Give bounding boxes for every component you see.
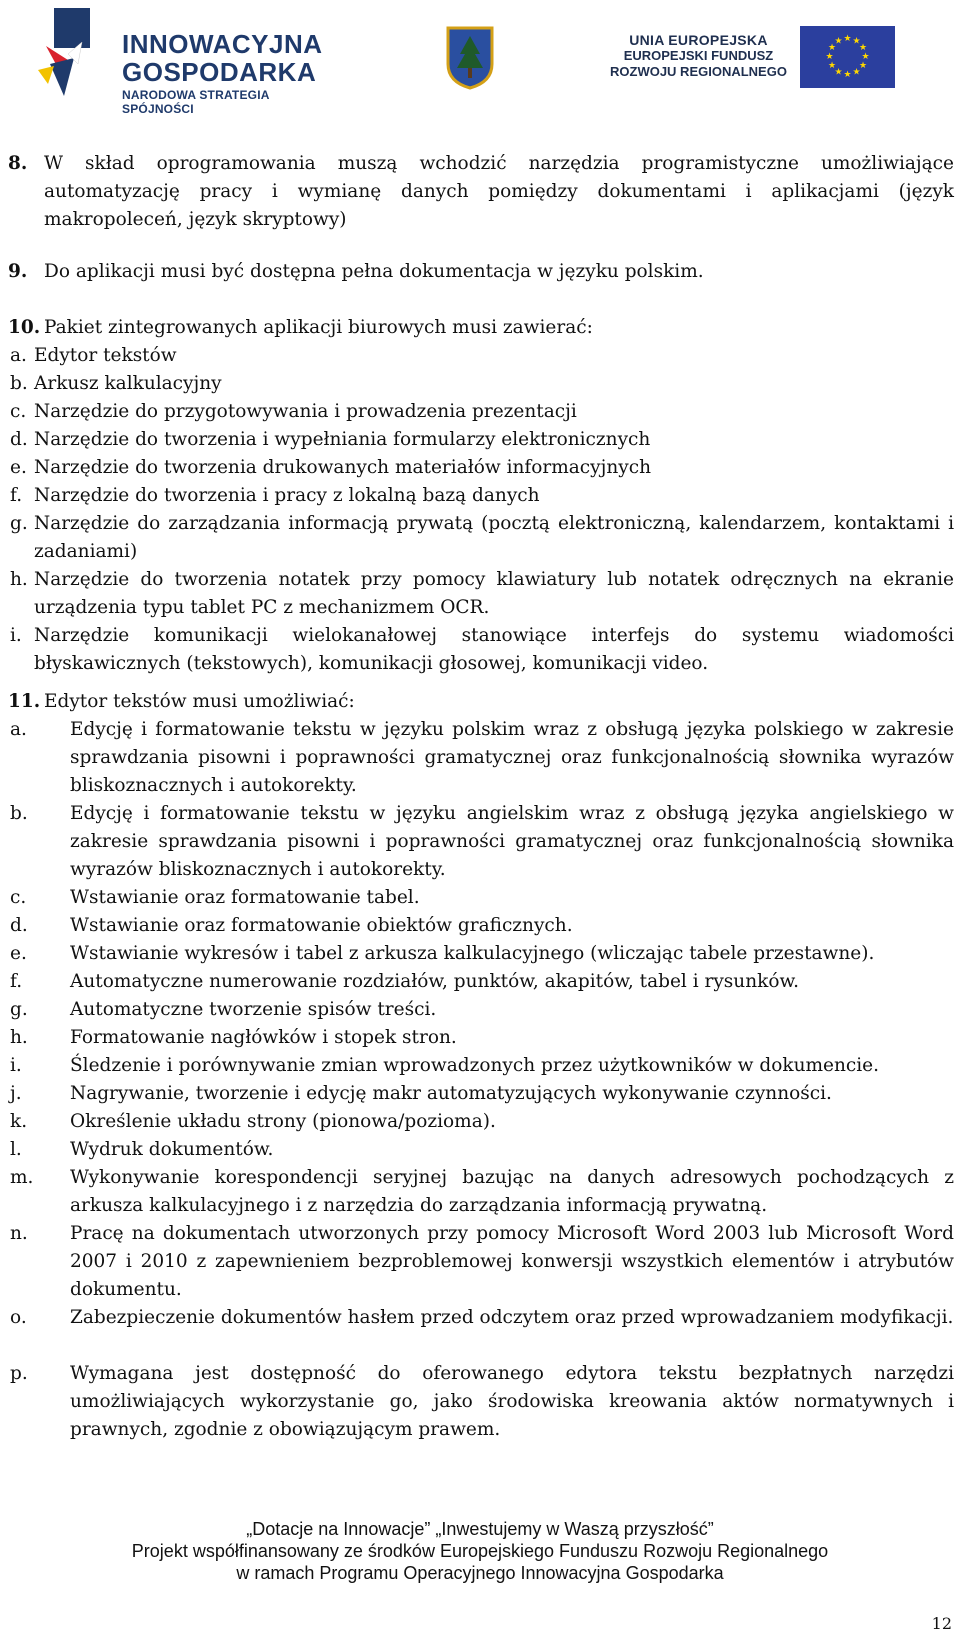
sub-text: Wymagana jest dostępność do oferowanego edytora tekstu bezpłatnych narzędzi umożliwiających wykorzystanie go, jako środowiska kreowania aktów normatywnych i prawnych, zgodnie z obowiązującym prawem.: [70, 1363, 954, 1440]
sub-letter: i.: [10, 1055, 22, 1076]
item-text: Pakiet zintegrowanych aplikacji biurowych musi zawierać:: [44, 317, 593, 338]
sub-item: [8, 342, 954, 370]
sub-item: [8, 1304, 954, 1332]
svg-text:★: ★: [852, 67, 861, 78]
svg-text:★: ★: [825, 52, 834, 62]
svg-text:★: ★: [861, 52, 870, 62]
svg-text:★: ★: [858, 61, 868, 71]
flag-logo-icon: [38, 8, 118, 100]
sub-letter: f.: [10, 485, 23, 506]
sub-text: Edycję i formatowanie tekstu w języku polskim wraz z obsługą języka polskiego w zakresie sprawdzania pisowni i poprawności gramatycznej oraz funkcjonalnością słownika wyrazów bliskoznacznych i autokorekty.: [70, 719, 954, 796]
sub-letter: i.: [10, 625, 22, 646]
logo-line-1: INNOWACYJNA: [122, 29, 323, 59]
sub-item: [8, 1164, 954, 1220]
sub-text: Narzędzie komunikacji wielokanałowej stanowiące interfejs do systemu wiadomości błyskawicznych (tekstowych), komunikacji głosowej, komunikacji video.: [34, 625, 954, 674]
sub-item: [8, 912, 954, 940]
sub-item: [8, 800, 954, 884]
sub-text: Wydruk dokumentów.: [70, 1139, 274, 1160]
sub-text: Edytor tekstów: [34, 345, 177, 366]
item-number: 8.: [8, 153, 28, 174]
sub-text: Zabezpieczenie dokumentów hasłem przed odczytem oraz przed wprowadzaniem modyfikacji.: [70, 1307, 954, 1328]
innowacyjna-gospodarka-text: [122, 30, 338, 116]
item-text: Edytor tekstów musi umożliwiać:: [44, 691, 355, 712]
sub-item: [8, 566, 954, 622]
sub-letter: o.: [10, 1307, 27, 1328]
page-header: [0, 0, 960, 116]
sub-item: [8, 398, 954, 426]
svg-text:★: ★: [834, 36, 843, 47]
sub-text: Narzędzie do zarządzania informacją prywatą (pocztą elektroniczną, kalendarzem, kontaktami i zadaniami): [34, 513, 954, 562]
sub-item: [8, 1220, 954, 1304]
sub-letter: m.: [10, 1167, 34, 1188]
eu-line-3: ROZWOJU REGIONALNEGO: [610, 64, 787, 79]
sub-letter: g.: [10, 999, 28, 1020]
page-number: 12: [931, 1614, 952, 1633]
sub-item: [8, 884, 954, 912]
sub-letter: b.: [10, 373, 28, 394]
sub-letter: g.: [10, 513, 28, 534]
sub-letter: a.: [10, 345, 27, 366]
sub-text: Automatyczne numerowanie rozdziałów, punktów, akapitów, tabel i rysunków.: [70, 971, 799, 992]
sub-text: Narzędzie do tworzenia i wypełniania formularzy elektronicznych: [34, 429, 651, 450]
item-number: 11.: [8, 691, 41, 712]
sub-text: Wykonywanie korespondencji seryjnej bazując na danych adresowych pochodzących z arkusza kalkulacyjnego i z narzędzia do zarządzania informacją prywatną.: [70, 1167, 954, 1216]
sub-letter: p.: [10, 1363, 28, 1384]
sub-item: [8, 1024, 954, 1052]
sub-letter: l.: [10, 1139, 22, 1160]
svg-text:★: ★: [827, 43, 837, 53]
eu-flag-icon: [800, 26, 895, 88]
sub-letter: c.: [10, 401, 27, 422]
svg-text:★: ★: [827, 61, 837, 71]
eu-fund-text: [610, 32, 787, 80]
sub-item: [8, 940, 954, 968]
sub-item: [8, 1108, 954, 1136]
sub-text: Formatowanie nagłówków i stopek stron.: [70, 1027, 457, 1048]
page-footer: [0, 1518, 960, 1584]
sub-letter: n.: [10, 1223, 28, 1244]
sub-item: [8, 716, 954, 800]
innowacyjna-gospodarka-logo: [38, 8, 338, 116]
coat-of-arms-icon: [444, 24, 496, 90]
list-item-9: [8, 258, 954, 286]
item-number: 10.: [8, 317, 41, 338]
sub-text: Nagrywanie, tworzenie i edycję makr automatyzujących wykonywanie czynności.: [70, 1083, 832, 1104]
sub-item: [8, 482, 954, 510]
sub-text: Arkusz kalkulacyjny: [34, 373, 222, 394]
sub-text: Wstawianie wykresów i tabel z arkusza kalkulacyjnego (wliczając tabele przestawne).: [70, 943, 875, 964]
sub-letter: e.: [10, 943, 27, 964]
sub-item: [8, 1136, 954, 1164]
sub-item: [8, 968, 954, 996]
svg-text:★: ★: [858, 43, 868, 53]
sub-letter: h.: [10, 569, 28, 590]
sub-item: [8, 370, 954, 398]
item-text: W skład oprogramowania muszą wchodzić narzędzia programistyczne umożliwiające automatyzację pracy i wymianę danych pomiędzy dokumentami i aplikacjami (język makropoleceń, język skryptowy): [44, 153, 954, 230]
sub-text: Narzędzie do tworzenia notatek przy pomocy klawiatury lub notatek odręcznych na ekranie urządzenia typu tablet PC z mechanizmem OCR.: [34, 569, 954, 618]
sub-item: [8, 426, 954, 454]
list-item-11: [8, 688, 954, 716]
sub-letter: b.: [10, 803, 28, 824]
item-number: 9.: [8, 261, 28, 282]
sub-letter: d.: [10, 915, 28, 936]
svg-text:★: ★: [852, 36, 861, 47]
svg-text:★: ★: [834, 67, 843, 78]
sub-item: [8, 510, 954, 566]
svg-text:★: ★: [843, 70, 852, 80]
sub-item: [8, 1360, 954, 1444]
sub-text: Wstawianie oraz formatowanie obiektów graficznych.: [70, 915, 573, 936]
sub-text: Edycję i formatowanie tekstu w języku angielskim wraz z obsługą języka angielskiego w zakresie sprawdzania pisowni i poprawności gramatycznej oraz funkcjonalnością słownika wyrazów bliskoznacznych i autokorekty.: [70, 803, 954, 880]
sub-text: Narzędzie do tworzenia i pracy z lokalną bazą danych: [34, 485, 540, 506]
logo-line-3: NARODOWA STRATEGIA SPÓJNOŚCI: [122, 88, 270, 116]
eu-line-2: EUROPEJSKI FUNDUSZ: [623, 48, 774, 63]
sub-text: Pracę na dokumentach utworzonych przy pomocy Microsoft Word 2003 lub Microsoft Word 2007 i 2010 z zapewnieniem bezproblemowej konwersji wszystkich elementów i atrybutów dokumentu.: [70, 1223, 954, 1300]
list-item-10: [8, 314, 954, 342]
sub-text: Narzędzie do tworzenia drukowanych materiałów informacyjnych: [34, 457, 651, 478]
eu-line-1: UNIA EUROPEJSKA: [629, 32, 768, 48]
sub-text: Śledzenie i porównywanie zmian wprowadzonych przez użytkowników w dokumencie.: [70, 1055, 879, 1076]
sub-letter: e.: [10, 457, 27, 478]
sub-letter: j.: [10, 1083, 22, 1104]
sub-letter: d.: [10, 429, 28, 450]
sub-item: [8, 1080, 954, 1108]
sub-text: Automatyczne tworzenie spisów treści.: [70, 999, 437, 1020]
sub-text: Określenie układu strony (pionowa/pozioma).: [70, 1111, 496, 1132]
footer-line-3: w ramach Programu Operacyjnego Innowacyjna Gospodarka: [236, 1563, 724, 1583]
logo-line-2: GOSPODARKA: [122, 57, 317, 87]
list-item-8: [8, 150, 954, 234]
sub-letter: h.: [10, 1027, 28, 1048]
sub-item: [8, 996, 954, 1024]
footer-line-1: „Dotacje na Innowacje” „Inwestujemy w Waszą przyszłość”: [246, 1519, 714, 1539]
svg-text:★: ★: [843, 34, 852, 44]
sub-text: Narzędzie do przygotowywania i prowadzenia prezentacji: [34, 401, 577, 422]
sub-letter: k.: [10, 1111, 28, 1132]
sub-text: Wstawianie oraz formatowanie tabel.: [70, 887, 420, 908]
sub-item: [8, 622, 954, 678]
item-text: Do aplikacji musi być dostępna pełna dokumentacja w języku polskim.: [44, 261, 704, 282]
sub-letter: a.: [10, 719, 27, 740]
sub-letter: f.: [10, 971, 23, 992]
sub-item: [8, 1052, 954, 1080]
footer-line-2: Projekt współfinansowany ze środków Europejskiego Funduszu Rozwoju Regionalnego: [131, 1541, 829, 1561]
sub-item: [8, 454, 954, 482]
sub-letter: c.: [10, 887, 27, 908]
